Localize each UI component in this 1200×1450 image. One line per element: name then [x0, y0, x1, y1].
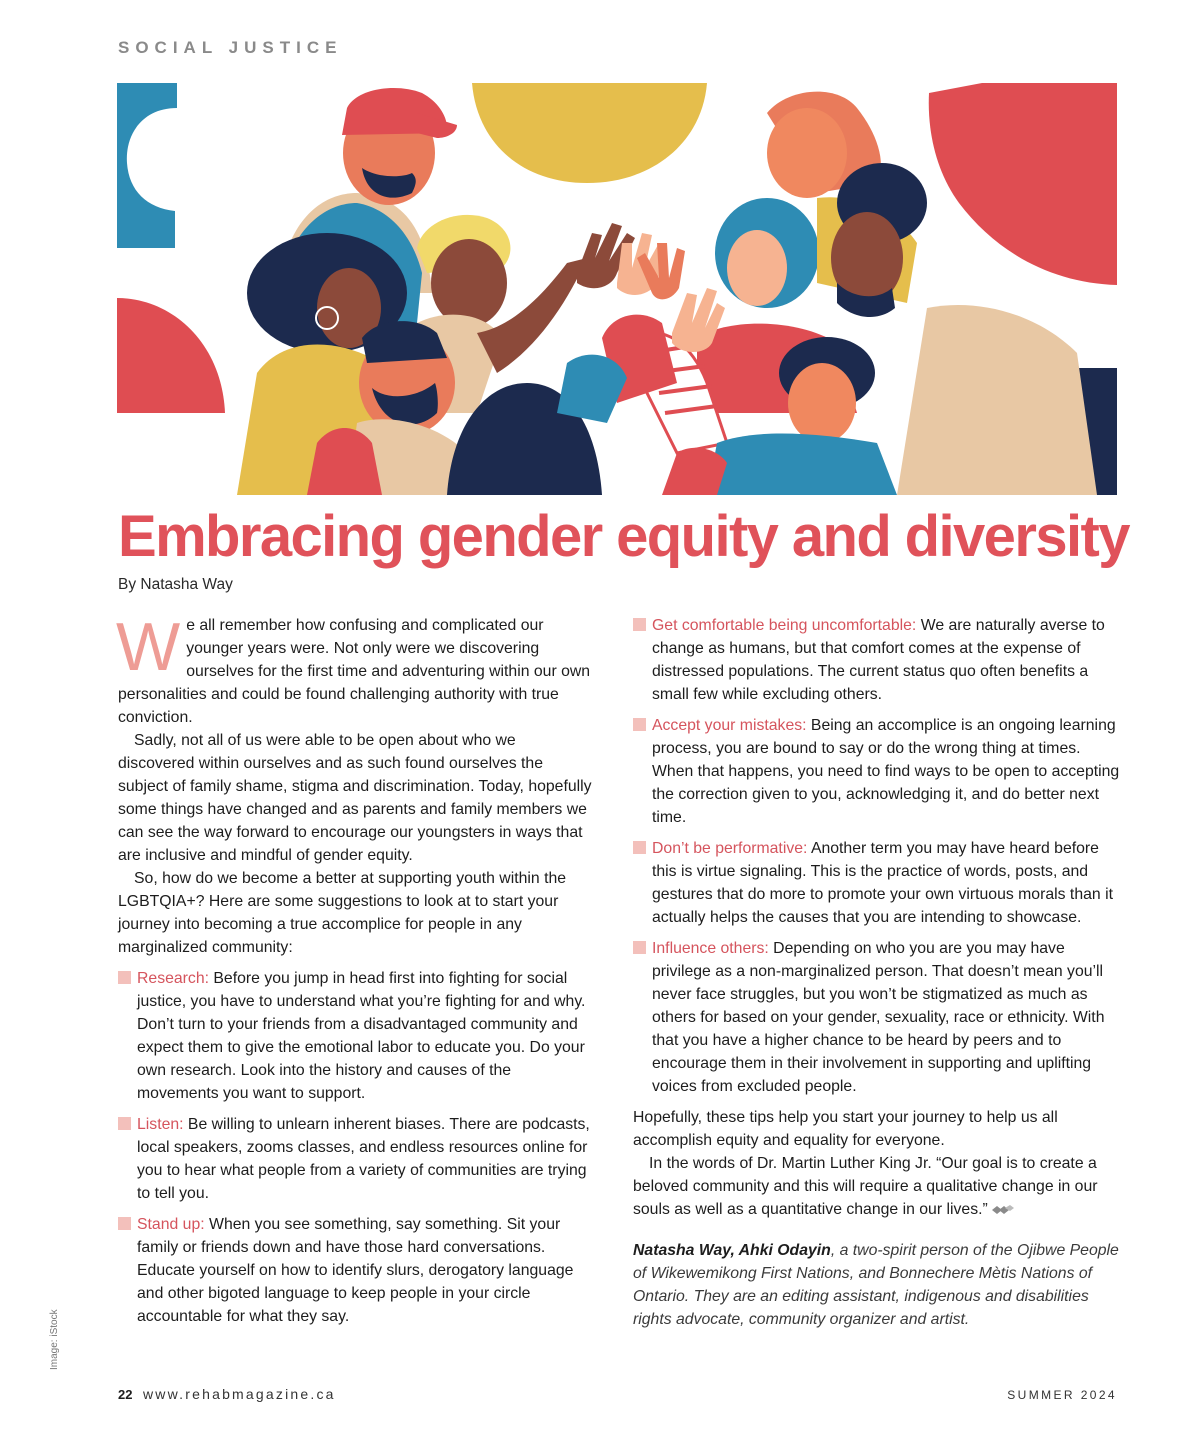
closing-quote-paragraph [633, 1152, 1123, 1221]
author-bio-text: , a two-spirit person of the Ojibwe People of Wikewemikong First Nations, and Bonnechere Mètis Nations of Ontario. They are an editing assistant, indigenous and disabilities rights advocate, community organizer and artist. [633, 1242, 1119, 1328]
tip-term: Research: [137, 970, 209, 987]
tip-text: Depending on who you are you may have privilege as a non-marginalized person. That doesn’t mean you’ll never face struggles, but you won’t be stigmatized as much as others for based on your gender, sexuality, race or ethnicity. With that you have a higher chance to be heard by peers and to encourage them in their involvement in supporting and uplifting voices from excluded people. [652, 940, 1105, 1095]
bullet-square-icon [633, 718, 646, 731]
tip-term: Stand up: [137, 1216, 205, 1233]
body-paragraph: Sadly, not all of us were able to be open about who we discovered within ourselves and as such found ourselves the subject of family shame, stigma and discrimination. Today, hopefully some things have changed and as parents and family members we can see the way forward to encourage our youngsters in ways that are inclusive and mindful of gender equity. [118, 732, 592, 864]
intro-paragraph [116, 609, 593, 729]
tip-item [118, 1213, 593, 1328]
bullet-square-icon [633, 841, 646, 854]
tip-item [633, 837, 1123, 929]
tip-item [118, 1113, 593, 1205]
tip-term: Don’t be performative: [652, 840, 808, 857]
author-bio [633, 1239, 1123, 1331]
hero-illustration [117, 83, 1117, 495]
intro-text: e all remember how confusing and complicated our younger years were. Not only were we discovering ourselves for the first time and adventuring within our own personalities and could be found challenging authority with true conviction. [118, 617, 591, 726]
tip-term: Influence others: [652, 940, 769, 957]
page-number: 22 [118, 1387, 133, 1402]
tip-item [633, 714, 1123, 829]
diverse-group-high-five-illustration-icon [117, 83, 1117, 495]
bullet-square-icon [118, 1217, 131, 1230]
tip-term: Accept your mistakes: [652, 717, 807, 734]
drop-cap: W [116, 609, 181, 685]
byline: By Natasha Way [118, 576, 233, 593]
tip-text: Another term you may have heard before this is virtue signaling. This is the practice of words, posts, and gestures that do more to promote your own virtuous morals than it actually helps the causes that you are intending to showcase. [652, 840, 1113, 926]
tip-item [118, 967, 593, 1105]
tip-text: We are naturally averse to change as humans, but that comfort comes at the expense of distressed populations. The current status quo often benefits a small few while excluding others. [652, 617, 1105, 703]
tip-text: Before you jump in head first into fighting for social justice, you have to understand what you’re fighting for and why. Don’t turn to your friends from a disadvantaged community and expect them to give the emotional labor to educate you. Do your own research. Look into the history and causes of the movements you want to support. [137, 970, 586, 1102]
issue-label: SUMMER 2024 [1007, 1388, 1117, 1402]
end-mark-icon [992, 1204, 1014, 1216]
section-label: SOCIAL JUSTICE [118, 38, 343, 57]
bullet-square-icon [633, 941, 646, 954]
bullet-square-icon [633, 618, 646, 631]
tip-item [633, 614, 1123, 706]
article-column-right [633, 614, 1123, 1331]
tip-item [633, 937, 1123, 1098]
tip-text: When you see something, say something. Sit your family or friends down and have those hard conversations. Educate yourself on how to identify slurs, derogatory language and other bigoted language to keep people in your circle accountable for what they say. [137, 1216, 574, 1325]
body-paragraph: So, how do we become a better at supporting youth within the LGBTQIA+? Here are some suggestions to look at to start your journey into becoming a true accomplice for people in any marginalized community: [118, 870, 567, 956]
website-link[interactable]: www.rehabmagazine.ca [143, 1386, 336, 1402]
image-credit: Image: iStock [49, 1309, 60, 1370]
bullet-square-icon [118, 971, 131, 984]
author-name: Natasha Way, Ahki Odayin [633, 1242, 831, 1259]
closing-quote-text: In the words of Dr. Martin Luther King Jr. “Our goal is to create a beloved community and this will require a qualitative change in our souls as well as a quantitative change in our lives.” [633, 1155, 1098, 1218]
tip-text: Being an accomplice is an ongoing learning process, you are bound to say or do the wrong thing at times. When that happens, you need to find ways to be open to accepting the correction given to you, acknowledging it, and do better next time. [652, 717, 1120, 826]
tip-term: Get comfortable being uncomfortable: [652, 617, 917, 634]
article-column-left [116, 609, 593, 1328]
bullet-square-icon [118, 1117, 131, 1130]
tip-text: Be willing to unlearn inherent biases. There are podcasts, local speakers, zooms classes, and endless resources online for you to hear what people from a variety of communities are trying to tell you. [137, 1116, 590, 1202]
closing-paragraph: Hopefully, these tips help you start your journey to help us all accomplish equity and equality for everyone. [633, 1109, 1058, 1149]
tip-term: Listen: [137, 1116, 184, 1133]
article-title: Embracing gender equity and diversity [118, 504, 1129, 569]
